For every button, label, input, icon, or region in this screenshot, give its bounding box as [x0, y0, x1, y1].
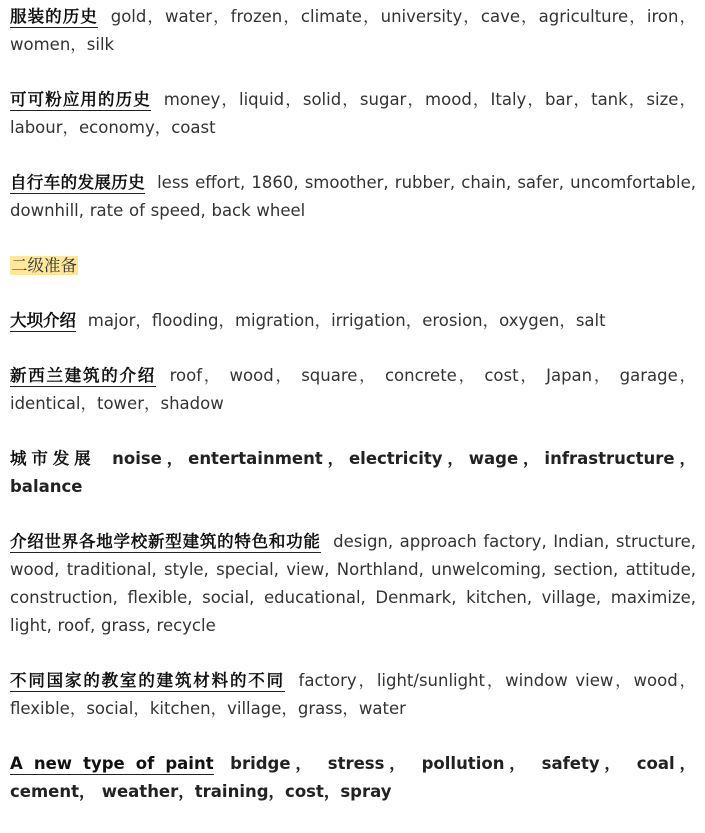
- highlighted-section-label: 二级准备: [11, 256, 77, 275]
- topic-heading: 可可粉应用的历史: [10, 90, 151, 109]
- topic-heading: 新西兰建筑的介绍: [10, 366, 157, 385]
- topic-paragraph: [10, 750, 696, 806]
- topic-paragraph: [10, 528, 696, 640]
- keyword-list: bridge， stress， pollution， safety， coal， cement， weather，training，cost，spray: [10, 754, 696, 801]
- topic-heading: 介绍世界各地学校新型建筑的特色和功能: [10, 532, 321, 551]
- topic-paragraph: [10, 667, 696, 723]
- keyword-list: gold，water，frozen，climate，university，cave，agriculture，iron，women，silk: [10, 7, 696, 54]
- topic-heading: 不同国家的教室的建筑材料的不同: [10, 671, 285, 690]
- topic-paragraph: [10, 362, 696, 418]
- topic-heading: 服装的历史: [10, 7, 98, 26]
- keyword-list: roof， wood， square， concrete， cost， Japan， garage， identical，tower，shadow: [10, 366, 697, 413]
- topic-paragraph: [10, 86, 696, 142]
- keyword-list: design, approach factory, Indian, structure, wood, traditional, style, special, view, Northland, unwelcoming, section, attitude, construction, flexible, social, educational, Denmark, kitchen, village, maximize, light, roof, grass, recycle: [10, 532, 697, 635]
- keyword-list: major，flooding，migration，irrigation，erosion，oxygen，salt: [87, 311, 606, 330]
- topic-heading: 大坝介绍: [10, 311, 76, 330]
- keyword-list: factory，light/sunlight，window view，wood，flexible，social，kitchen，village，grass，water: [10, 671, 697, 718]
- topic-paragraph: [10, 307, 696, 335]
- section-label-paragraph: [10, 252, 696, 280]
- document-body: [10, 0, 696, 833]
- topic-heading: 自行车的发展历史: [10, 173, 145, 192]
- keyword-list: noise，entertainment，electricity，wage，infrastructure，balance: [10, 449, 696, 496]
- topic-heading: A new type of paint: [10, 754, 214, 773]
- topic-heading: 城市发展: [10, 449, 96, 468]
- topic-paragraph: [10, 3, 696, 59]
- topic-paragraph: [10, 169, 696, 225]
- keyword-list: less effort, 1860, smoother, rubber, chain, safer, uncomfortable, downhill, rate of speed, back wheel: [10, 173, 697, 220]
- keyword-list: money，liquid，solid，sugar，mood，Italy，bar，tank，size，labour，economy，coast: [10, 90, 697, 137]
- topic-paragraph: [10, 445, 696, 501]
